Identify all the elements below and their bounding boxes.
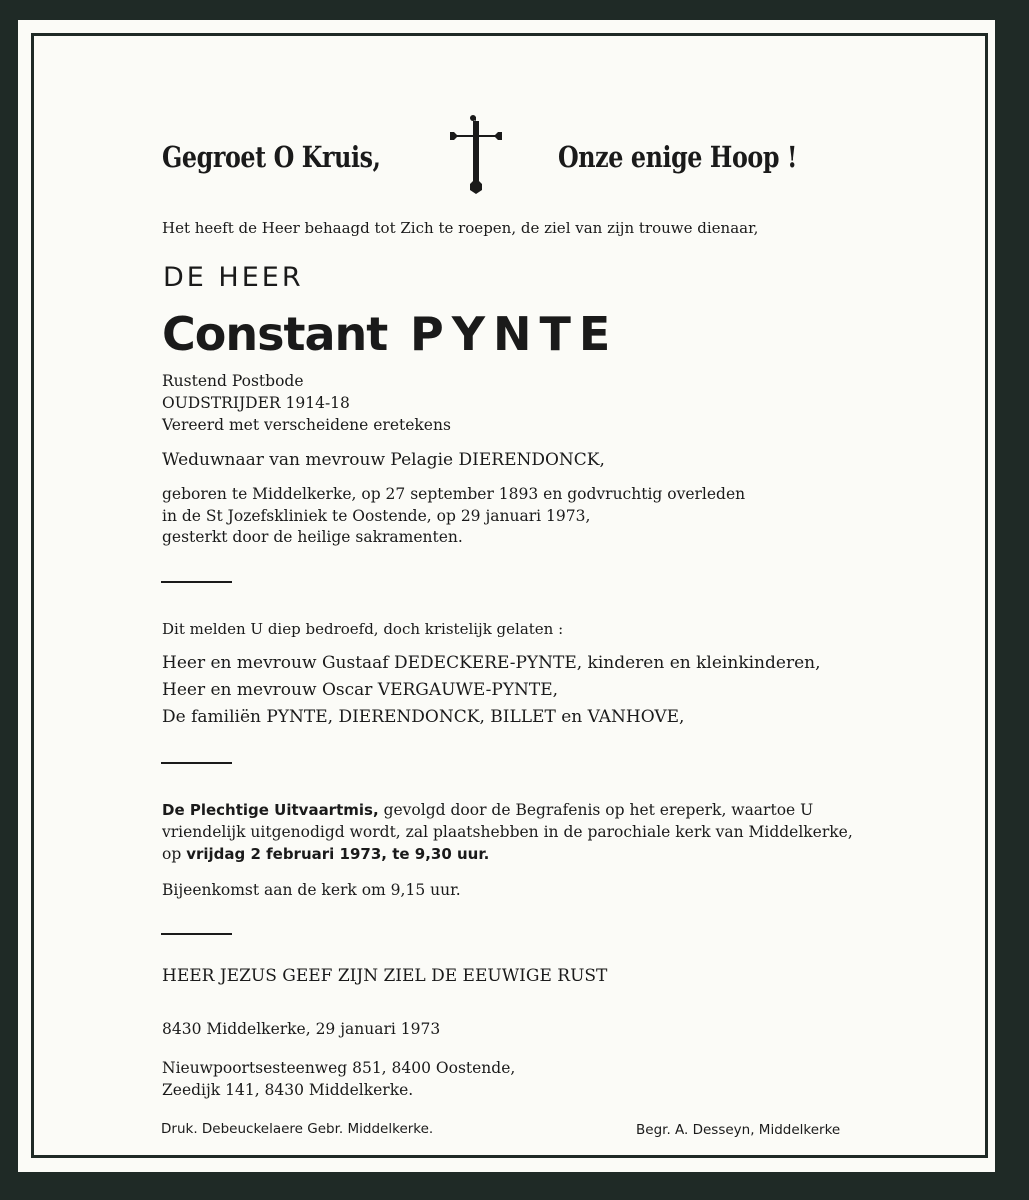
funeral-line-2: vriendelijk uitgenodigd wordt, zal plaatshebben in de parochiale kerk van Middelkerke, [162,823,853,841]
title-prefix: DE HEER [163,262,304,293]
divider [161,933,232,935]
cross-icon [442,113,504,195]
birth-death-line: gesterkt door de heilige sakramenten. [162,528,463,546]
address-line: Zeedijk 141, 8430 Middelkerke. [162,1081,414,1099]
heading-left: Gegroet O Kruis, [162,140,381,174]
widower-line: Weduwnaar van mevrouw Pelagie DIERENDONCK, [162,450,605,470]
role-line: OUDSTRIJDER 1914-18 [162,394,350,412]
family-line: Heer en mevrouw Oscar VERGAUWE-PYNTE, [162,680,559,700]
family-line: De familiën PYNTE, DIERENDONCK, BILLET en VANHOVE, [162,707,685,727]
intro-text: Het heeft de Heer behaagd tot Zich te roepen, de ziel van zijn trouwe dienaar, [162,219,759,237]
inner-border [31,33,988,1158]
funeral-text: gevolgd door de Begrafenis op het ereperk, waartoe U [378,801,814,819]
announce-line: Dit melden U diep bedroefd, doch kristelijk gelaten : [162,620,564,638]
divider [161,581,232,583]
role-line: Rustend Postbode [162,372,304,390]
divider [161,762,232,764]
role-line: Vereerd met verscheidene eretekens [162,416,451,434]
birth-death-line: geboren te Middelkerke, op 27 september 1893 en godvruchtig overleden [162,485,746,503]
heading-right: Onze enige Hoop ! [558,140,797,174]
address-line: Nieuwpoortsesteenweg 851, 8400 Oostende, [162,1059,516,1077]
printer-credit: Druk. Debeuckelaere Gebr. Middelkerke. [161,1121,434,1137]
funeral-line-3 [162,845,489,863]
deceased-last-name: PYNTE [410,307,619,361]
undertaker-credit: Begr. A. Desseyn, Middelkerke [636,1122,841,1138]
birth-death-line: in de St Jozefskliniek te Oostende, op 29 januari 1973, [162,507,591,525]
funeral-text: op [162,845,187,863]
prayer-line: HEER JEZUS GEEF ZIJN ZIEL DE EEUWIGE RUST [162,966,608,986]
funeral-date: vrijdag 2 februari 1973, te 9,30 uur. [186,845,490,863]
place-date: 8430 Middelkerke, 29 januari 1973 [162,1020,441,1038]
deceased-first-name: Constant [162,307,388,361]
funeral-line-1 [162,801,813,819]
family-line: Heer en mevrouw Gustaaf DEDECKERE-PYNTE, kinderen en kleinkinderen, [162,653,821,673]
funeral-heading: De Plechtige Uitvaartmis, [162,801,379,819]
gathering-line: Bijeenkomst aan de kerk om 9,15 uur. [162,881,461,899]
